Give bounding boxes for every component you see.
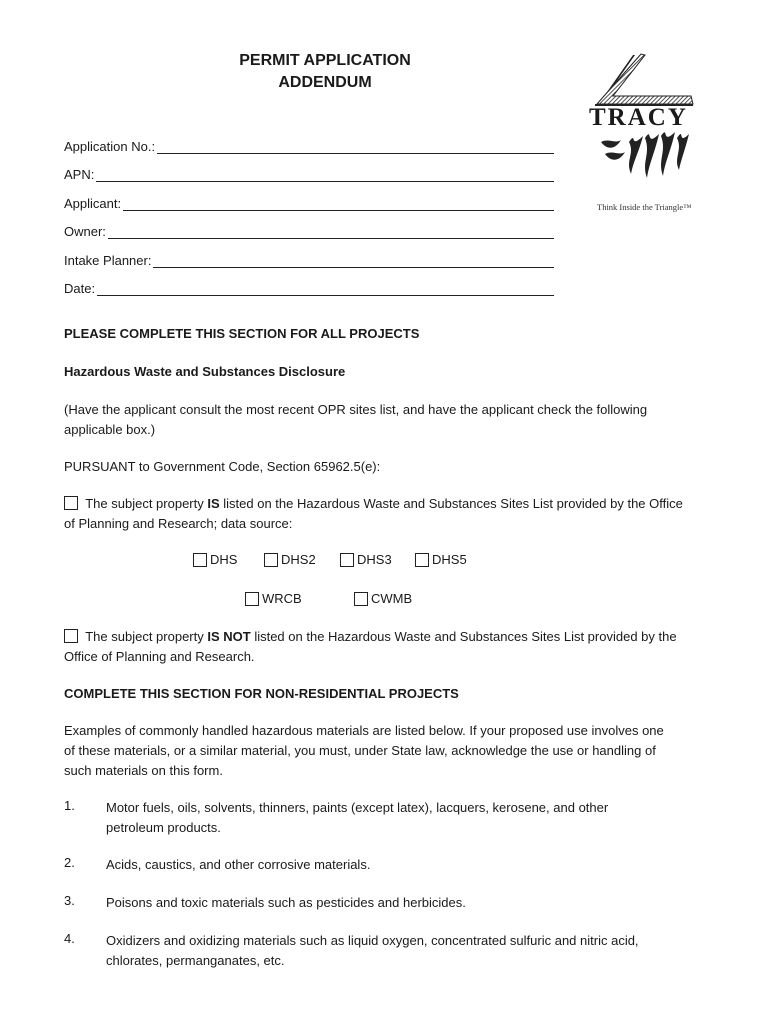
option-is-not-listed [64,627,684,667]
source-dhs[interactable] [193,552,237,567]
title-line-2: ADDENDUM [278,74,372,91]
source-cwmb[interactable] [354,591,412,606]
field-input-line[interactable] [97,281,554,296]
source-dhs3[interactable] [340,552,392,567]
option-is-not-suffix: listed on the Hazardous Waste and Substances Sites List provided by the Office of Planning and Research. [64,629,677,664]
date-field[interactable] [64,278,554,296]
list-item-number: 2. [64,855,75,870]
apn-field[interactable] [64,164,554,182]
field-label: Date: [64,281,96,296]
tracy-logo [585,50,705,220]
list-item-text: Acids, caustics, and other corrosive materials. [106,857,371,872]
field-input-line[interactable] [153,253,554,268]
dhs-checkbox[interactable] [193,553,207,567]
dhs2-checkbox[interactable] [264,553,278,567]
page-title [190,50,460,94]
section-all-heading: PLEASE COMPLETE THIS SECTION FOR ALL PROJECTS [64,326,420,341]
list-item-text: Motor fuels, oils, solvents, thinners, paints (except latex), lacquers, kerosene, and other petroleum products. [106,800,609,835]
owner-field[interactable] [64,221,554,239]
instruction-text: (Have the applicant consult the most recent OPR sites list, and have the applicant check the following applicable box.) [64,402,648,437]
field-label: APN: [64,167,95,182]
logo-tagline: Think Inside the Triangle™ [597,202,692,212]
intake-planner-field[interactable] [64,250,554,268]
pursuant-text: PURSUANT to Government Code, Section 65962.5(e): [64,459,381,474]
list-item-text: Oxidizers and oxidizing materials such as liquid oxygen, concentrated sulfuric and nitric acid, chlorates, permanganates, etc. [106,933,639,968]
is-not-listed-checkbox[interactable] [64,629,78,643]
hazardous-disclosure-subheading: Hazardous Waste and Substances Disclosure [64,364,346,379]
applicant-field[interactable] [64,193,554,211]
source-wrcb[interactable] [245,591,302,606]
cwmb-checkbox[interactable] [354,592,368,606]
list-item-number: 3. [64,893,75,908]
logo-wordmark: TRACY [589,104,688,131]
field-label: Application No.: [64,139,156,154]
source-label: DHS2 [281,552,316,567]
dhs3-checkbox[interactable] [340,553,354,567]
field-input-line[interactable] [123,196,554,211]
option-is-listed [64,494,684,534]
source-label: DHS3 [357,552,392,567]
field-input-line[interactable] [157,139,554,154]
source-dhs2[interactable] [264,552,316,567]
dhs5-checkbox[interactable] [415,553,429,567]
source-label: DHS [210,552,238,567]
field-label: Owner: [64,224,106,239]
application-number-field[interactable] [64,136,554,154]
source-label: CWMB [371,591,413,606]
list-item-text: Poisons and toxic materials such as pesticides and herbicides. [106,895,466,910]
field-label: Applicant: [64,196,122,211]
source-label: WRCB [262,591,302,606]
list-item-number: 1. [64,798,75,813]
is-listed-checkbox[interactable] [64,496,78,510]
field-input-line[interactable] [96,167,554,182]
source-dhs5[interactable] [415,552,467,567]
option-is-prefix: The subject property [85,496,208,511]
option-is-suffix: listed on the Hazardous Waste and Substances Sites List provided by the Office of Planning and Research; data source: [64,496,683,531]
field-label: Intake Planner: [64,253,152,268]
list-item-number: 4. [64,931,75,946]
nonres-intro-text: Examples of commonly handled hazardous materials are listed below. If your proposed use involves one of these materials, or a similar material, you must, under State law, acknowledge the use or handling of such materials on this form. [64,723,664,778]
option-is-not-prefix: The subject property [85,629,208,644]
title-line-1: PERMIT APPLICATION [239,52,411,69]
option-is-not-emphasis: IS NOT [207,629,251,644]
section-nonres-heading: COMPLETE THIS SECTION FOR NON-RESIDENTIAL PROJECTS [64,686,459,701]
wrcb-checkbox[interactable] [245,592,259,606]
source-label: DHS5 [432,552,467,567]
field-input-line[interactable] [108,224,554,239]
option-is-emphasis: IS [207,496,220,511]
